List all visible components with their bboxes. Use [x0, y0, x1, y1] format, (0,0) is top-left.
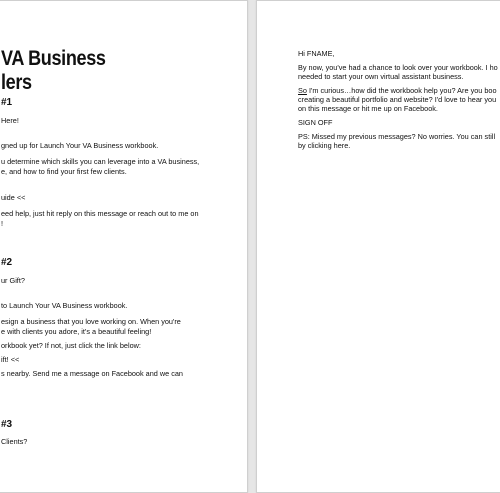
- email-2-line: orkbook yet? If not, just click the link below:: [1, 341, 141, 350]
- paragraph-2-line-1: [298, 86, 497, 95]
- document-page-right: [256, 0, 500, 493]
- email-2-line: to Launch Your VA Business workbook.: [1, 301, 128, 310]
- email-1-line: Here!: [1, 116, 19, 125]
- email-3-heading: #3: [1, 419, 13, 430]
- ps-line-2: by clicking here.: [298, 141, 351, 150]
- email-2-link[interactable]: ift! <<: [1, 355, 20, 364]
- ps-line-1: PS: Missed my previous messages? No worries. You can still: [298, 132, 496, 141]
- email-3-line: Clients?: [1, 437, 28, 446]
- email-2-line: e with clients you adore, it's a beautiful feeling!: [1, 327, 152, 336]
- email-1-line: e, and how to find your first few clients.: [1, 167, 127, 176]
- paragraph-2-line-3: on this message or hit me up on Facebook.: [298, 104, 438, 113]
- sign-off: SIGN OFF: [298, 118, 333, 127]
- email-2-line: ur Gift?: [1, 276, 25, 285]
- email-2-heading: #2: [1, 257, 13, 268]
- email-1-heading: #1: [1, 97, 13, 108]
- paragraph-2-line-1-text: I'm curious…how did the workbook help you? Are you boo: [306, 86, 497, 95]
- email-1-link[interactable]: uide <<: [1, 193, 26, 202]
- email-1-line: u determine which skills you can leverage into a VA business,: [1, 157, 200, 166]
- email-2-line: s nearby. Send me a message on Facebook and we can: [1, 369, 183, 378]
- paragraph-1-line-2: needed to start your own virtual assistant business.: [298, 72, 464, 81]
- document-title-line-2: lers: [1, 71, 32, 94]
- document-page-left: [0, 0, 248, 493]
- email-1-line: gned up for Launch Your VA Business workbook.: [1, 141, 159, 150]
- email-1-line: eed help, just hit reply on this message or reach out to me on: [1, 209, 199, 218]
- underlined-word: So: [298, 86, 307, 95]
- email-1-line: !: [1, 219, 4, 228]
- paragraph-1-line-1: By now, you've had a chance to look over your workbook. I ho: [298, 63, 498, 72]
- paragraph-2-line-2: creating a beautiful portfolio and website? I'd love to hear you: [298, 95, 497, 104]
- greeting: Hi FNAME,: [298, 49, 335, 58]
- email-2-line: esign a business that you love working on. When you're: [1, 317, 181, 326]
- document-title-line-1: VA Business: [1, 47, 106, 70]
